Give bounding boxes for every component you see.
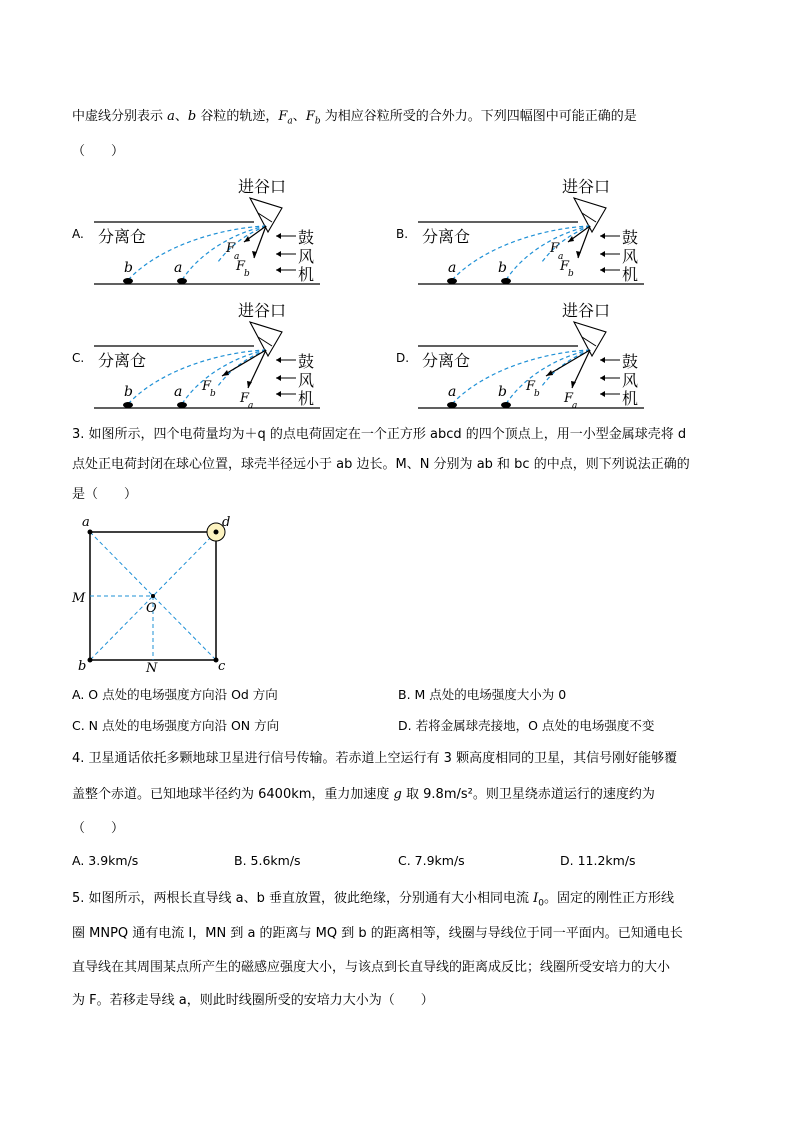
- panel-a-chamber: 分离仓: [98, 227, 147, 246]
- q4-answer-paren: （ ）: [72, 821, 125, 836]
- svg-text:F: F: [550, 241, 560, 256]
- svg-text:b: b: [124, 384, 133, 400]
- svg-text:鼓: 鼓: [622, 228, 639, 247]
- svg-text:a: a: [448, 260, 457, 276]
- svg-text:进谷口: 进谷口: [562, 301, 611, 320]
- q3-square-diagram: [0, 510, 300, 680]
- svg-text:b: b: [210, 389, 216, 399]
- q2-intro: 中虚线分别表示 a、b 谷粒的轨迹，$F_a$、$F_b$ 为相应谷粒所受的合外力。下列四幅图中可能正确的是: [72, 109, 637, 127]
- q3-option-c[interactable]: C. N 点处的电场强度方向沿 ON 方向: [72, 718, 280, 733]
- svg-text:a: a: [174, 260, 183, 276]
- q3-option-d[interactable]: D. 若将金属球壳接地，O 点处的电场强度不变: [398, 718, 655, 733]
- panel-d: [396, 301, 644, 411]
- svg-text:风: 风: [298, 371, 315, 390]
- svg-text:分离仓: 分离仓: [422, 227, 471, 246]
- svg-text:机: 机: [298, 389, 315, 408]
- svg-text:a: a: [572, 401, 578, 411]
- svg-text:b: b: [534, 389, 540, 399]
- svg-text:b: b: [78, 659, 87, 674]
- q4-option-b[interactable]: B. 5.6km/s: [234, 853, 301, 868]
- svg-text:a: a: [558, 252, 564, 262]
- q4-option-a[interactable]: A. 3.9km/s: [72, 853, 139, 868]
- q4-option-d[interactable]: D. 11.2km/s: [560, 853, 636, 868]
- svg-text:鼓: 鼓: [298, 228, 315, 247]
- panel-a: [72, 177, 320, 284]
- svg-text:机: 机: [298, 265, 315, 284]
- svg-text:进谷口: 进谷口: [238, 301, 287, 320]
- svg-text:N: N: [146, 661, 158, 676]
- svg-text:a: a: [234, 252, 240, 262]
- svg-text:C.: C.: [72, 351, 85, 365]
- svg-text:a: a: [248, 401, 254, 411]
- svg-text:F: F: [564, 391, 574, 406]
- q5-line1: 5. 如图所示，两根长直导线 a、b 垂直放置，彼此绝缘，分别通有大小相同电流 $I_0$。固定的刚性正方形线: [72, 891, 675, 909]
- q3-option-b[interactable]: B. M 点处的电场强度大小为 0: [398, 687, 567, 702]
- svg-text:O: O: [146, 601, 157, 616]
- q5-line4: 为 F。若移走导线 a，则此时线圈所受的安培力大小为（ ）: [72, 993, 434, 1008]
- q3-line3: 是（ ）: [72, 487, 138, 502]
- panel-a-letter: A.: [72, 227, 84, 241]
- svg-text:风: 风: [622, 247, 639, 266]
- svg-text:F: F: [560, 259, 570, 274]
- q3-line1: 3. 如图所示，四个电荷量均为＋q 的点电荷固定在一个正方形 abcd 的四个顶点上，用一小型金属球壳将 d: [72, 427, 687, 442]
- svg-text:c: c: [218, 659, 226, 674]
- q2-diagrams: [0, 0, 794, 420]
- q2-answer-paren: （ ）: [72, 144, 125, 159]
- svg-text:d: d: [222, 515, 231, 530]
- panel-a-inlet: 进谷口: [238, 177, 287, 196]
- q4-option-c[interactable]: C. 7.9km/s: [398, 853, 465, 868]
- panel-c: [72, 301, 320, 411]
- q4-line1: 4. 卫星通话依托多颗地球卫星进行信号传输。若赤道上空运行有 3 颗高度相同的卫星，其信号刚好能够覆: [72, 751, 678, 766]
- svg-text:M: M: [72, 591, 86, 606]
- svg-text:鼓: 鼓: [622, 352, 639, 371]
- svg-text:F: F: [226, 241, 236, 256]
- q3-option-a[interactable]: A. O 点处的电场强度方向沿 Od 方向: [72, 687, 278, 702]
- svg-text:b: b: [124, 260, 133, 276]
- q5-line2: 圈 MNPQ 通有电流 I，MN 到 a 的距离与 MQ 到 b 的距离相等，线圈与导线位于同一平面内。已知通电长: [72, 926, 683, 941]
- svg-text:a: a: [174, 384, 183, 400]
- svg-text:鼓: 鼓: [298, 352, 315, 371]
- q3-line2: 点处正电荷封闭在球心位置，球壳半径远小于 ab 边长。M、N 分别为 ab 和 bc 的中点，则下列说法正确的: [72, 457, 690, 472]
- panel-b: [396, 177, 644, 284]
- svg-text:机: 机: [622, 265, 639, 284]
- svg-text:b: b: [498, 384, 507, 400]
- q5-line3: 直导线在其周围某点所产生的磁感应强度大小，与该点到长直导线的距离成反比；线圈所受安培力的大小: [72, 960, 671, 975]
- svg-text:a: a: [82, 515, 90, 530]
- svg-text:F: F: [236, 259, 246, 274]
- svg-text:分离仓: 分离仓: [422, 351, 471, 370]
- svg-text:b: b: [568, 269, 574, 279]
- svg-text:D.: D.: [396, 351, 410, 365]
- svg-text:机: 机: [622, 389, 639, 408]
- svg-text:F: F: [202, 379, 212, 394]
- svg-text:b: b: [498, 260, 507, 276]
- svg-text:F: F: [240, 391, 250, 406]
- svg-text:风: 风: [622, 371, 639, 390]
- svg-text:a: a: [448, 384, 457, 400]
- svg-text:b: b: [244, 269, 250, 279]
- svg-text:分离仓: 分离仓: [98, 351, 147, 370]
- q4-line2: 盖整个赤道。已知地球半径约为 6400km，重力加速度 g 取 9.8m/s²。则卫星绕赤道运行的速度约为: [72, 787, 655, 802]
- svg-text:风: 风: [298, 247, 315, 266]
- svg-text:进谷口: 进谷口: [562, 177, 611, 196]
- svg-text:B.: B.: [396, 227, 409, 241]
- svg-text:F: F: [526, 379, 536, 394]
